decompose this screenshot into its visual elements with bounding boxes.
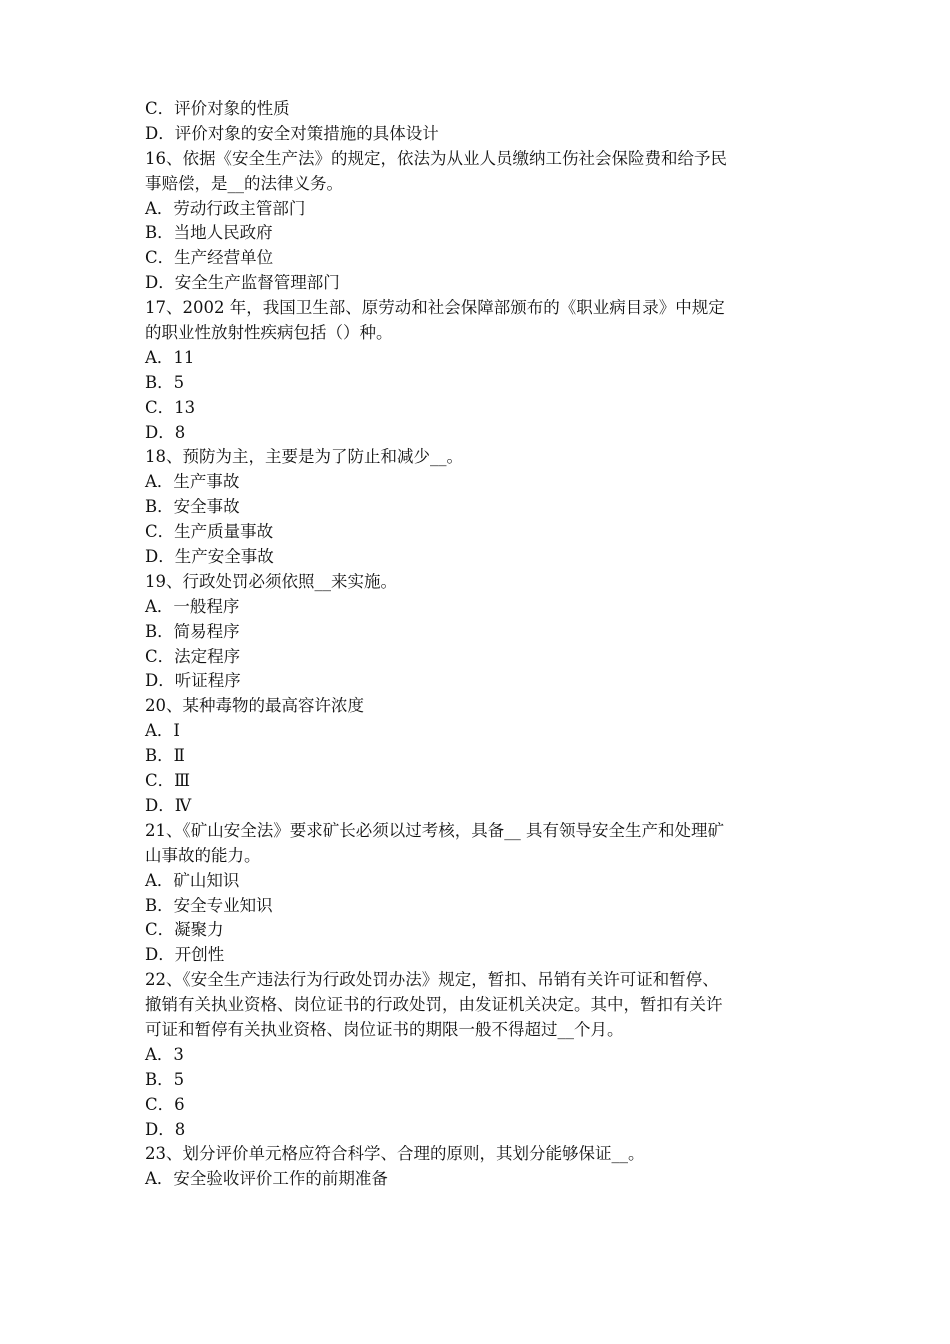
- question-line: 17、2002 年，我国卫生部、原劳动和社会保障部颁布的《职业病目录》中规定: [145, 298, 725, 318]
- option-line: B．5: [145, 372, 185, 392]
- option-line: A．一般程序: [145, 596, 240, 616]
- question-line: 撤销有关执业资格、岗位证书的行政处罚，由发证机关决定。其中，暂扣有关许: [145, 995, 723, 1015]
- option-line: D．开创性: [145, 945, 225, 965]
- option-line: C．评价对象的性质: [145, 99, 290, 118]
- option-line: C．凝聚力: [145, 920, 224, 940]
- option-line: B．安全专业知识: [145, 895, 273, 915]
- question-line: 22、《安全生产违法行为行政处罚办法》规定，暂扣、吊销有关许可证和暂停、: [145, 970, 719, 990]
- question-line: 事赔偿，是__的法律义务。: [145, 173, 343, 193]
- option-line: C．生产质量事故: [145, 522, 274, 542]
- question-line: 21、《矿山安全法》要求矿长必须以过考核，具备__ 具有领导安全生产和处理矿: [145, 820, 724, 840]
- option-line: B．Ⅱ: [145, 746, 185, 766]
- question-line: 可证和暂停有关执业资格、岗位证书的期限一般不得超过__个月。: [145, 1019, 624, 1039]
- option-line: C．13: [145, 397, 196, 417]
- option-line: D．生产安全事故: [145, 547, 274, 567]
- option-line: D．8: [145, 422, 186, 442]
- option-line: A．劳动行政主管部门: [145, 198, 306, 218]
- option-line: A．安全验收评价工作的前期准备: [145, 1169, 388, 1189]
- option-line: B．安全事故: [145, 497, 240, 517]
- option-line: A．生产事故: [145, 472, 240, 492]
- question-line: 23、划分评价单元格应符合科学、合理的原则，其划分能够保证__。: [145, 1144, 645, 1164]
- option-line: D．评价对象的安全对策措施的具体设计: [145, 123, 439, 143]
- option-line: B．当地人民政府: [145, 223, 273, 243]
- option-line: A．Ⅰ: [145, 721, 180, 741]
- option-line: A．3: [145, 1044, 184, 1064]
- question-line: 16、依据《安全生产法》的规定，依法为从业人员缴纳工伤社会保险费和给予民: [145, 148, 727, 168]
- option-line: A．矿山知识: [145, 870, 240, 890]
- question-line: 20、某种毒物的最高容许浓度: [145, 696, 364, 716]
- option-line: D．Ⅳ: [145, 795, 192, 815]
- option-line: C．法定程序: [145, 646, 241, 666]
- question-line: 19、行政处罚必须依照__来实施。: [145, 571, 397, 591]
- document-body: [145, 97, 825, 1192]
- option-line: D．听证程序: [145, 671, 241, 691]
- option-line: B．简易程序: [145, 621, 240, 641]
- option-line: C．Ⅲ: [145, 771, 191, 791]
- option-line: C．6: [145, 1094, 185, 1114]
- question-line: 山事故的能力。: [145, 845, 261, 865]
- question-line: 18、预防为主，主要是为了防止和减少__。: [145, 447, 463, 467]
- option-line: D．安全生产监督管理部门: [145, 273, 340, 293]
- option-line: A．11: [145, 347, 195, 367]
- option-line: D．8: [145, 1119, 186, 1139]
- option-line: B．5: [145, 1069, 185, 1089]
- option-line: C．生产经营单位: [145, 248, 274, 268]
- question-line: 的职业性放射性疾病包括（）种。: [145, 323, 393, 343]
